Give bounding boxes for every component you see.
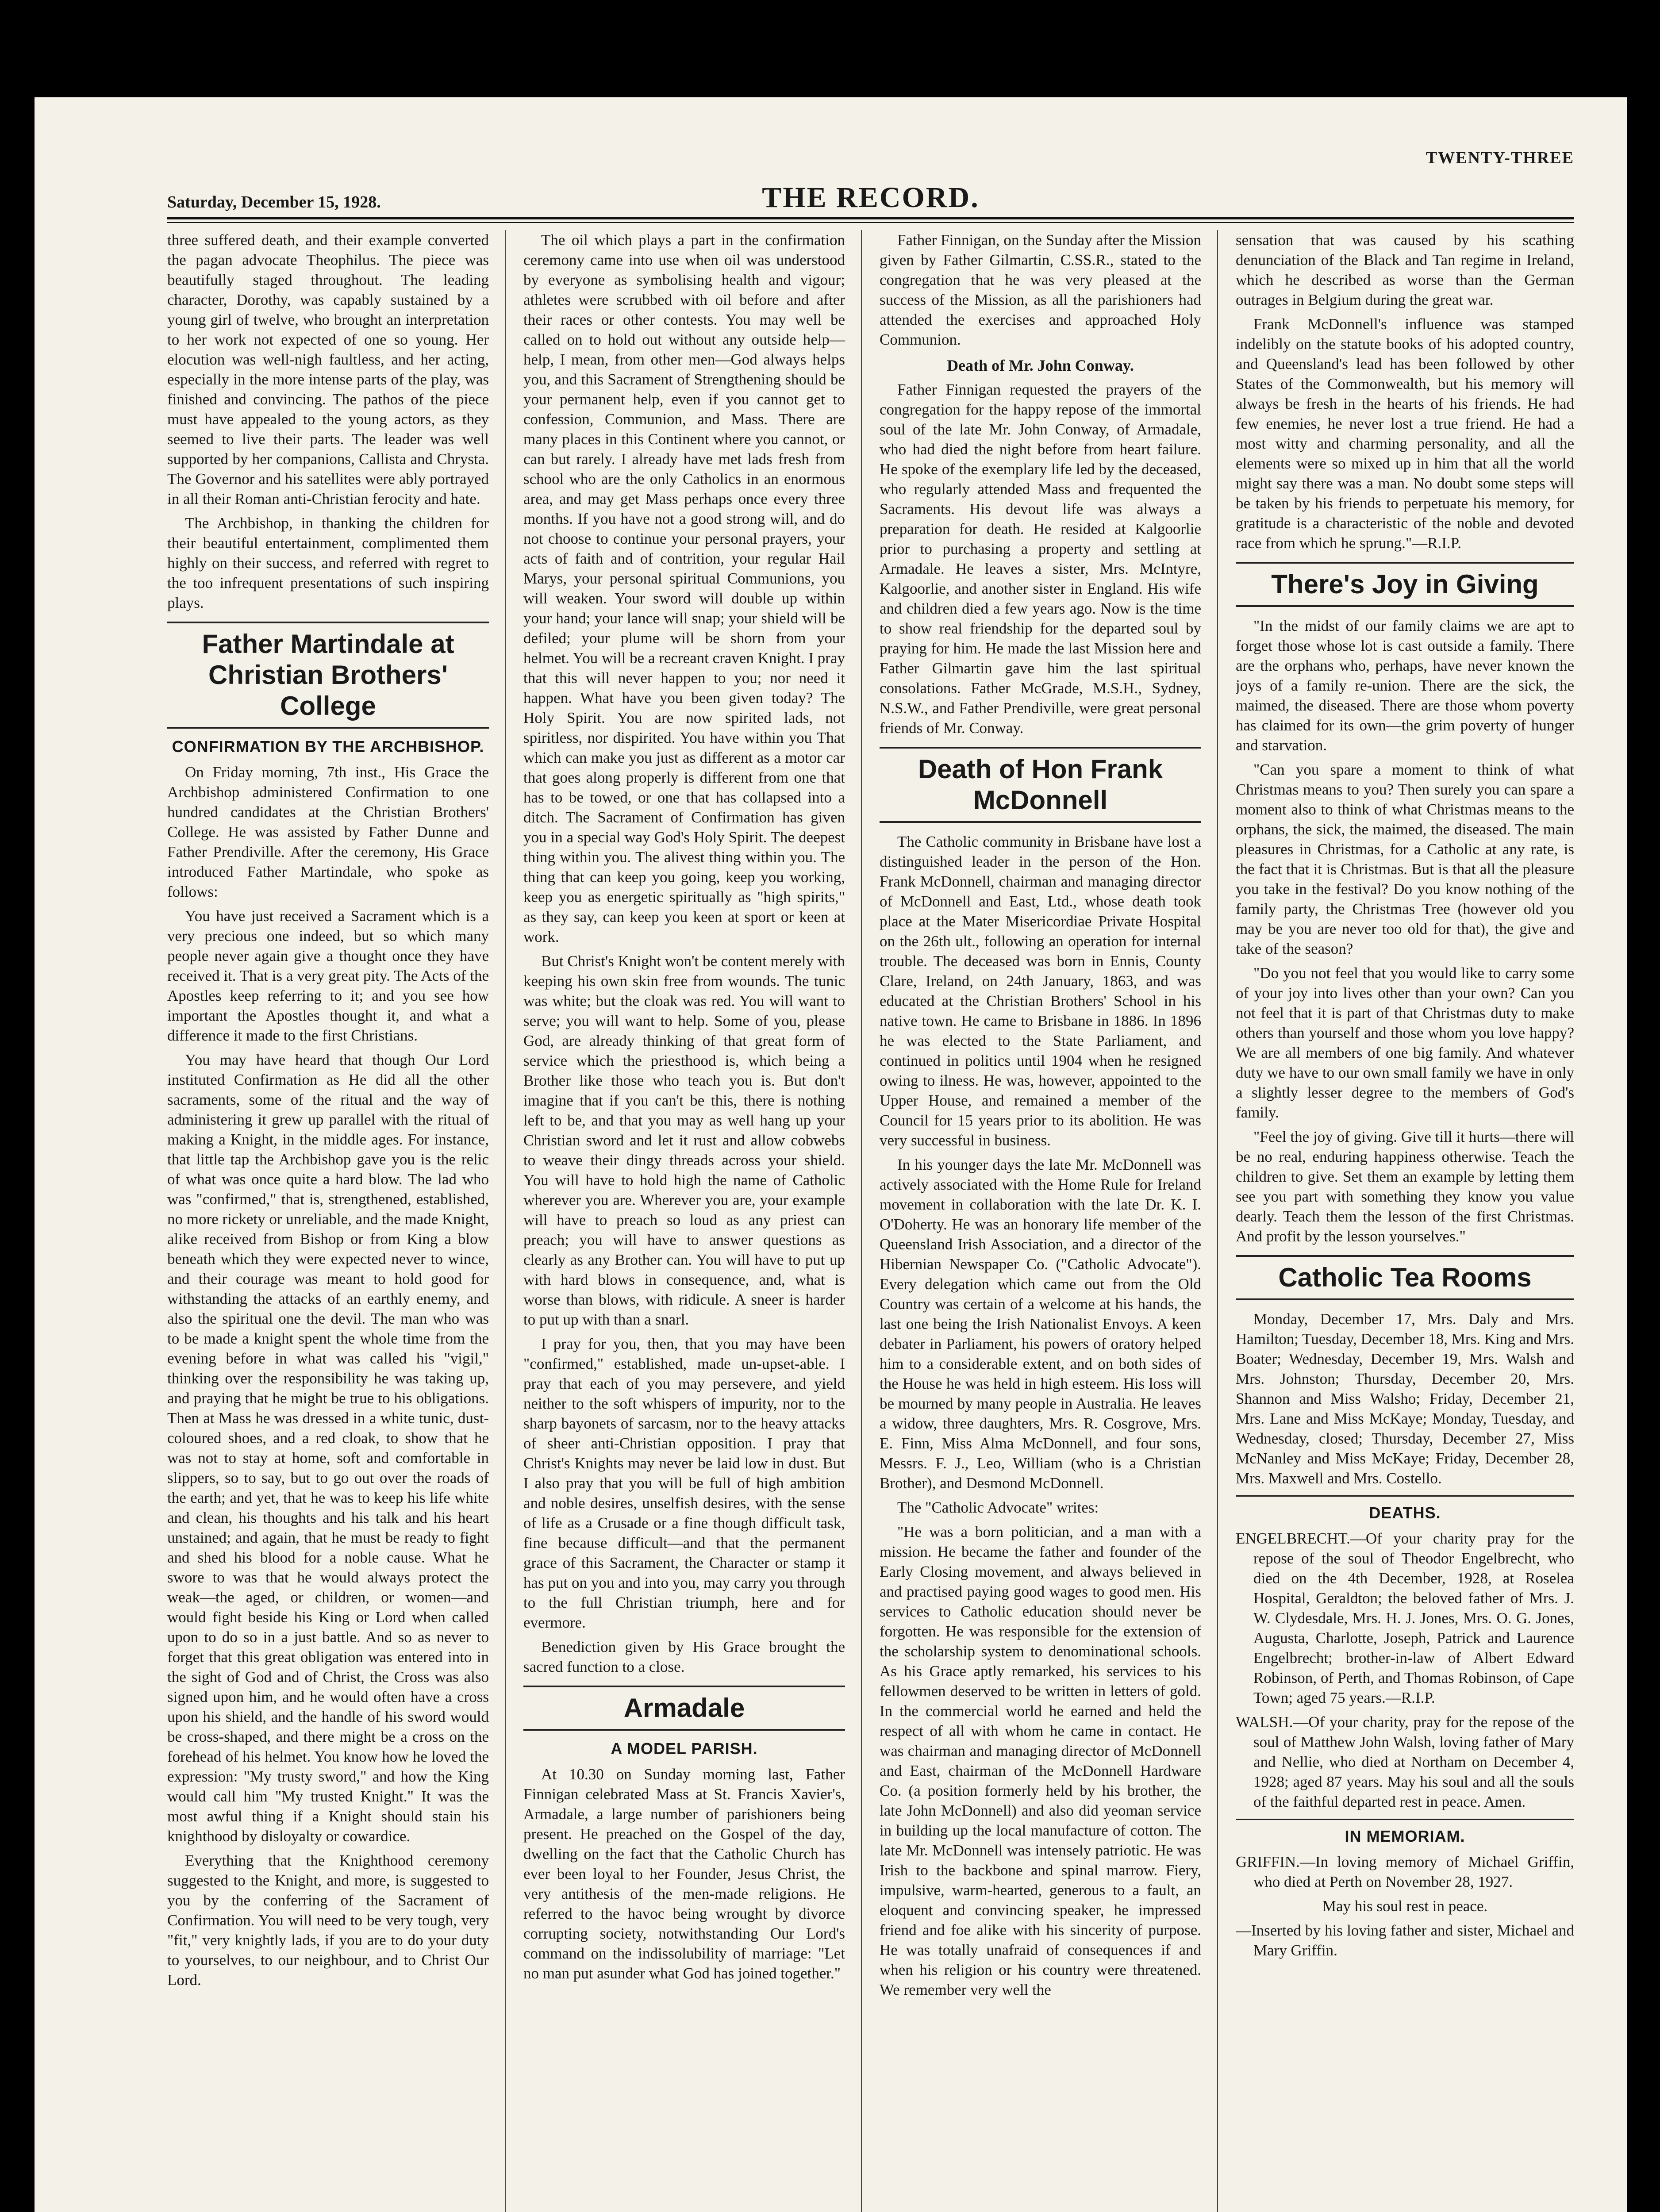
- paragraph: "In the midst of our family claims we are apt to forget those whose lot is cast outside a family. There are the orphans who, perhaps, have never known the joys of a family re-union. There are the sick, the maimed, the diseased. There are those whom poverty has claimed for its own—the grim poverty of hunger and starvation.: [1236, 617, 1574, 754]
- divider: [1236, 1819, 1574, 1820]
- paragraph: At 10.30 on Sunday morning last, Father Finnigan celebrated Mass at St. Francis Xavier's, Armadale, a large number of parishioners being present. He preached on the Gospel of the day, dwelling on the fact that the Catholic Church has ever been loyal to her Founder, Jesus Christ, the very antithesis of the men-made religions. He referred to the havoc being wrought by divorce corrupting society, notwithstanding Our Lord's command on the indissolubility of marriage: "Let no man put asunder what God has joined together.": [523, 1766, 845, 1982]
- paragraph: Frank McDonnell's influence was stamped indelibly on the statute books of his adopted country, and Queensland's lead has been followed by other States of the Commonwealth, but his memory will always be fresh in the hearts of his friends. He had few enemies, he never lost a true friend. He had a most witty and charming personality, and all the elements were so mixed up in him that all the world might say there was a man. No doubt some steps will be taken by his friends to perpetuate his memory, for gratitude is a characteristic of the noble and devoted race from which he sprung."—R.I.P.: [1236, 315, 1574, 552]
- columns: [167, 230, 1574, 2212]
- death-notice: ENGELBRECHT.—Of your charity pray for the repose of the soul of Theodor Engelbrecht, who died on the 4th December, 1928, at Roselea Hospital, Geraldton; the beloved father of Mrs. J. W. Clydesdale, Mrs. H. J. Jones, Mrs. O. G. Jones, Augusta, Charlotte, Joseph, Patrick and Laurence Engelbrecht; brother-in-law of Albert Edward Robinson, of Perth, and Thomas Robinson, of Cape Town; aged 75 years.—R.I.P.: [1236, 1530, 1574, 1706]
- paragraph: "Feel the joy of giving. Give till it hurts—there will be no real, enduring happiness otherwise. Teach the children to give. Set them an example by letting them see you part with something they know you value dearly. Teach them the lesson of the first Christmas. And profit by the lesson yourselves.": [1236, 1128, 1574, 1245]
- divider: [1236, 1495, 1574, 1497]
- paragraph: The oil which plays a part in the confirmation ceremony came into use when oil was understood by everyone as symbolising health and vigour; athletes were scrubbed with oil before and after their races or other contests. You may well be called on to hold out without any outside help—help, I mean, from other men—God always helps you, and this Sacrament of Strengthening should be your permanent help, even if you cannot get to confession, Communion, and Mass. There are many places in this Continent where you cannot, or can but rarely. I already have met lads fresh from school who are the only Catholics in an enormous area, and may get Mass perhaps once every three months. If you have not a good strong will, and do not choose to continue your personal prayers, your acts of faith and of contrition, your regular Hail Marys, your personal spiritual Communions, you will weaken. Your sword will double up within your hand; your lance will snap; your shield will be defiled; your plume will be shorn from your helmet. You will be a recreant craven Knight. I pray that this will never happen to you; nor need it happen. What have you been given today? The Holy Spirit. You are now spirited lads, not spiritless, nor dispirited. You have within you That which can make you just as different as a motor car that goes along properly is different from one that has to be towed, or one that has collapsed into a ditch. The Sacrament of Confirmation has given you in a special way God's Holy Spirit. The deepest thing within you. The alivest thing within you. The thing that can keep you going, keep you working, keep you as energetic spiritually as "high spirits," as they say, can keep you keen at sport or keen at work.: [523, 231, 845, 945]
- article-subheading: A MODEL PARISH.: [611, 1740, 758, 1758]
- page-number: TWENTY-THREE: [1426, 149, 1574, 167]
- death-notices: [1236, 1528, 1574, 1812]
- column-1: [167, 230, 506, 2212]
- memoriam-notice: GRIFFIN.—In loving memory of Michael Griffin, who died at Perth on November 28, 1927.: [1236, 1853, 1574, 1890]
- column-3: [880, 230, 1218, 2212]
- paragraph: In his younger days the late Mr. McDonnell was actively associated with the Home Rule for Ireland movement in collaboration with the late Dr. K. I. O'Doherty. He was an honorary life member of the Queensland Irish Association, and a director of the Hibernian Newspaper Co. ("Catholic Advocate"). Every delegation which came out from the Old Country was certain of a welcome at his hands, the last one being the Irish Nationalist Envoys. A keen debater in Parliament, his powers of oratory helped him to a considerable extent, and on both sides of the House he was held in high esteem. His loss will be mourned by many people in Australia. He leaves a widow, three daughters, Mrs. R. Cosgrove, Mrs. E. Finn, Miss Alma McDonnell, and four sons, Messrs. F. J., Leo, William (who is a Christian Brother), and Desmond McDonnell.: [880, 1156, 1201, 1492]
- article-heading: Armadale: [523, 1686, 845, 1731]
- article-heading: Catholic Tea Rooms: [1236, 1255, 1574, 1300]
- paragraph: You may have heard that though Our Lord instituted Confirmation as He did all the other sacraments, some of the ritual and the way of administering it grew up parallel with the ritual of making a Knight, in the middle ages. For instance, that little tap the Archbishop gave you is the relic of what was once quite a hard blow. The lad who was "confirmed," that is, strengthened, established, no more rickety or unreliable, and the made Knight, alike received from Bishop or from King a blow beneath which they were expected never to wince, and their courage was meant to hold good for withstanding the attacks of an earthly enemy, and also the spiritual one the devil. The man who was to be made a knight spent the whole time from the evening before in what was called his "vigil," thinking over the responsibility he was taking up, and praying that he might be true to his obligations. Then at Mass he was dressed in a white tunic, dust-coloured shoes, and a red cloak, to show that he was not to stay at home, soft and comfortable in slippers, so to say, but to go out over the roads of the earth; and yet, that he was to keep his life white and clean, his thoughts and his talk and his heart unstained; and again, that he must be ready to fight and shed his blood for a noble cause. What he swore to was that he would always protect the weak—the aged, or children, or women—and would fight beside his King or Lord when called upon to do so in a just battle. And so as never to forget that this great obligation was entered into in the sight of God and of Christ, the Cross was also signed upon him, and he would often have a cross upon his shield, and the handle of his sword would be cross-shaped, and there might be a cross on the forehead of his helmet. You know how he loved the expression: "My trusty sword," and how the King would call him "My trusted Knight." It was the most awful thing if a Knight should stain his knighthood by disloyalty or cowardice.: [167, 1051, 489, 1845]
- paragraph: "He was a born politician, and a man with a mission. He became the father and founder of the Early Closing movement, and always believed in and practised paying good wages to good men. His services to Catholic education should never be forgotten. He was responsible for the extension of the scholarship system to denominational schools. As his Grace aptly remarked, his services to his fellowmen deserved to be written in letters of gold. In the commercial world he earned and held the respect of all with whom he came in contact. He was chairman and managing director of McDonnell and East, chairman of the McDonnell Hardware Co. (a position formerly held by his brother, the late John McDonnell) and also did yeoman service in building up the local manufacture of cotton. The late Mr. McDonnell was intensely patriotic. He was Irish to the backbone and spinal marrow. Fiery, impulsive, warm-hearted, generous to a fault, an eloquent and convincing speaker, he impressed friend and foe alike with his sincerity of purpose. He was totally unafraid of consequences if and when his religion or his country were threatened. We remember very well the: [880, 1523, 1201, 1998]
- paragraph: The Archbishop, in thanking the children for their beautiful entertainment, complimented them highly on their success, and referred with regret to the too infrequent presentations of such inspiring plays.: [167, 515, 489, 611]
- article-heading: There's Joy in Giving: [1236, 562, 1574, 607]
- paragraph: The Catholic community in Brisbane have lost a distinguished leader in the person of the Hon. Frank McDonnell, chairman and managing director of McDonnell and East, Ltd., whose death took place at the Mater Misericordiae Private Hospital on the 26th ult., following an operation for internal trouble. The deceased was born in Ennis, County Clare, Ireland, on 24th January, 1863, and was educated at the Christian Brothers' School in his native town. He came to Brisbane in 1886. In 1896 he was elected to the State Parliament, and continued in politics until 1904 when he resigned owing to ilness. He was, however, appointed to the Upper House, and remained a member of the Council for 15 years prior to its abolition. He was very successful in business.: [880, 833, 1201, 1149]
- header-rule: [167, 217, 1574, 223]
- article-heading: Father Martindale at Christian Brothers' College: [167, 622, 489, 729]
- paragraph: Father Finnigan requested the prayers of the congregation for the happy repose of the immortal soul of the late Mr. John Conway, of Armadale, who had died the night before from heart failure. He spoke of the exemplary life led by the deceased, who regularly attended Mass and frequented the Sacraments. His devout life was always a preparation for death. He resided at Kalgoorlie prior to purchasing a property and settling at Armadale. He leaves a sister, Mrs. McIntyre, Kalgoorlie, and another sister in England. His wife and children died a few years ago. Now is the time to show real friendship for the departed soul by praying for him. He made the last Mission here and Father Gilmartin gave him the last spiritual consolations. Father McGrade, M.S.H., Sydney, N.S.W., and Father Prendiville, were great personal friends of Mr. Conway.: [880, 381, 1201, 737]
- article-subheading: Death of Mr. John Conway.: [947, 357, 1134, 374]
- memoriam-notice: —Inserted by his loving father and sister, Michael and Mary Griffin.: [1236, 1922, 1574, 1959]
- memoriam-notice: May his soul rest in peace.: [1322, 1897, 1488, 1915]
- page-header: [167, 149, 1574, 215]
- paragraph: "Do you not feel that you would like to carry some of your joy into lives other than your own? Can you not feel that it is part of that Christmas duty to make others than yourself and those whom you love happy? We are all members of one big family. And whatever duty we have to our own small family we have in only a slightly lesser degree to the members of God's family.: [1236, 964, 1574, 1121]
- newspaper-page: [35, 97, 1627, 2212]
- paragraph: The "Catholic Advocate" writes:: [897, 1499, 1099, 1516]
- memoriam-notices: [1236, 1852, 1574, 1960]
- column-4: [1236, 230, 1574, 2212]
- article-subheading: CONFIRMATION BY THE ARCHBISHOP.: [172, 737, 484, 756]
- death-notice: WALSH.—Of your charity, pray for the repose of the soul of Matthew John Walsh, loving father of Mary and Nellie, who died at Northam on December 4, 1928; aged 87 years. May his soul and all the souls of the faithful departed rest in peace. Amen.: [1236, 1713, 1574, 1810]
- column-2: [523, 230, 862, 2212]
- section-heading: DEATHS.: [1369, 1504, 1441, 1522]
- paragraph: Benediction given by His Grace brought the sacred function to a close.: [523, 1638, 845, 1675]
- paragraph: "Can you spare a moment to think of what Christmas means to you? Then surely you can spare a moment also to think of what Christmas means to the orphans, the sick, the maimed, the diseased. The main pleasures in Christmas, for a Catholic at any rate, is the fact that it is Christmas. But is that all the pleasure you take in the festival? Do you know nothing of the family party, the Christmas Tree (however old you may be you are never too old for that), the give and take of the season?: [1236, 761, 1574, 957]
- paragraph: Father Finnigan, on the Sunday after the Mission given by Father Gilmartin, C.SS.R., stated to the congregation that he was very pleased at the success of the Mission, as all the parishioners had attended the exercises and approached Holy Communion.: [880, 231, 1201, 348]
- masthead: THE RECORD.: [762, 181, 980, 214]
- paragraph: On Friday morning, 7th inst., His Grace the Archbishop administered Confirmation to one hundred candidates at the Christian Brothers' College. He was assisted by Father Dunne and Father Prendiville. After the ceremony, His Grace introduced Father Martindale, who spoke as follows:: [167, 764, 489, 900]
- article-heading: Death of Hon Frank McDonnell: [880, 747, 1201, 823]
- paragraph: But Christ's Knight won't be content merely with keeping his own skin free from wounds. The tunic was white; but the cloak was red. You will want to serve; you will want to help. Some of you, please God, are already thinking of that great form of service which the priesthood is, which being a Brother like those who teach you is. But don't imagine that if you can't be this, there is nothing left to be, and that you may as well hang up your Christian sword and let it rust and allow cobwebs to weave their dingy threads across your shield. You will have to hold high the name of Catholic wherever you are. Wherever you are, your example will have to preach so loud as any priest can preach; you will have to answer questions as clearly as any Brother can. You will have to put up with hard blows in consequence, and, what is worse than blows, with ridicule. A sneer is harder to put up with than a snarl.: [523, 952, 845, 1328]
- paragraph: You have just received a Sacrament which is a very precious one indeed, but so which many people never again give a thought once they have received it. That is a very great pity. The Acts of the Apostles keep referring to it; and you see how important the Apostles thought it, and what a difference it made to the first Christians.: [167, 907, 489, 1044]
- paragraph: sensation that was caused by his scathing denunciation of the Black and Tan regime in Ireland, which he described as worse than the German outrages in Belgium during the great war.: [1236, 231, 1574, 308]
- issue-date: Saturday, December 15, 1928.: [167, 193, 381, 211]
- paragraph: Everything that the Knighthood ceremony suggested to the Knight, and more, is suggested to you by the conferring of the Sacrament of Confirmation. You will need to be very tough, very "fit," very knightly lads, if you are to do your duty to yourselves, to our neighbour, and to Christ Our Lord.: [167, 1852, 489, 1989]
- section-heading: IN MEMORIAM.: [1345, 1827, 1465, 1845]
- paragraph: Monday, December 17, Mrs. Daly and Mrs. Hamilton; Tuesday, December 18, Mrs. King and Mrs. Boater; Wednesday, December 19, Mrs. Walsh and Mrs. Johnston; Thursday, December 20, Mrs. Shannon and Miss Walsho; Friday, December 21, Mrs. Lane and Miss McKaye; Monday, Tuesday, and Wednesday, closed; Thursday, December 27, Miss McNanley and Miss McKaye; Friday, December 28, Mrs. Maxwell and Mrs. Costello.: [1236, 1310, 1574, 1487]
- paragraph: I pray for you, then, that you may have been "confirmed," established, made un-upset-able. I pray that each of you may persevere, and yield neither to the soft whispers of impurity, nor to the sharp bayonets of sarcasm, nor to the heavy attacks of sheer anti-Christian opposition. I pray that Christ's Knights may never be laid low in dust. But I also pray that you will be full of high ambition and noble desires, unselfish desires, with the sense of life as a Crusade or a fine though difficult task, fine because difficult—and that the permanent grace of this Sacrament, the Character or stamp it has put on you and into you, may carry you through to the full Christian triumph, here and for evermore.: [523, 1335, 845, 1631]
- paragraph: three suffered death, and their example converted the pagan advocate Theophilus. The piece was beautifully staged throughout. The leading character, Dorothy, was capably sustained by a young girl of twelve, who brought an interpretation to her work not expected of one so young. Her elocution was well-nigh faultless, and her acting, especially in the more intense parts of the play, was finished and convincing. The pathos of the piece must have appealed to the young actors, as they seemed to live their parts. The leader was well supported by her companions, Callista and Chrysta. The Governor and his satellites were ably portrayed in all their Roman anti-Christian ferocity and hate.: [167, 231, 489, 507]
